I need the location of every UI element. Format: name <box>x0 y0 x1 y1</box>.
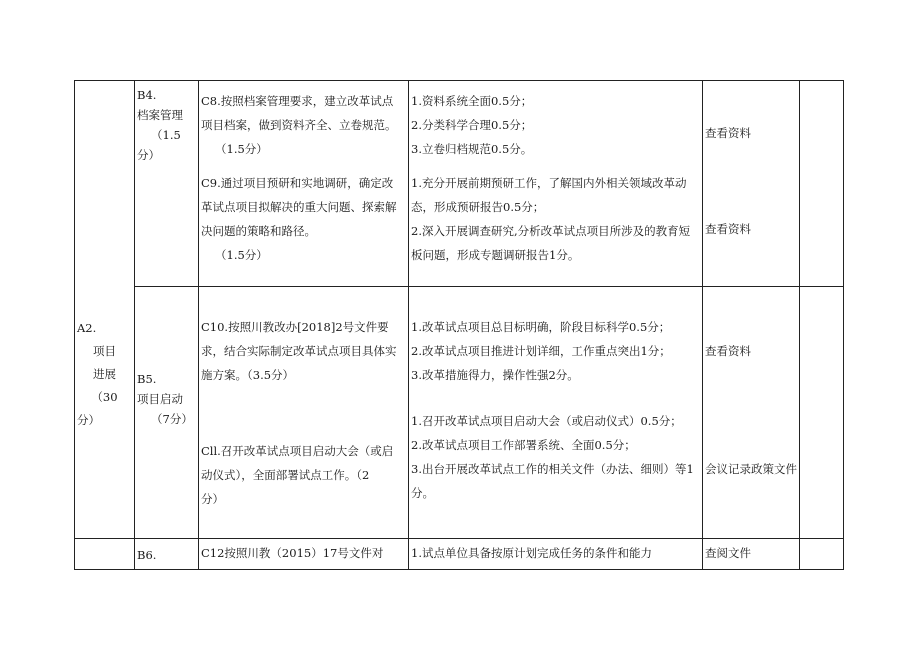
b5-score: （7分） <box>151 412 193 426</box>
b6-score-blank-cell <box>800 539 844 570</box>
c10-method: 查看资料 <box>705 344 751 358</box>
a-blank-cell <box>75 539 135 570</box>
table-row <box>75 287 844 539</box>
c10-c11-scoring-cell <box>409 287 703 539</box>
c9-line2: 革试点项目拟解决的重大问题、探索解 <box>201 200 397 214</box>
c11-method: 会议记录政策文件 <box>705 462 797 476</box>
c9-line4: （1.5分） <box>215 248 268 262</box>
table-row <box>75 539 844 570</box>
c10-line3: 施方案。（3.5分） <box>201 368 295 382</box>
b5-name: 项目启动 <box>137 392 183 406</box>
c12-d1: 1.试点单位具备按原计划完成任务的条件和能力 <box>411 546 652 560</box>
a2-score-line1: （30 <box>91 390 118 404</box>
c9-method: 查看资料 <box>705 222 751 236</box>
c10-d2: 2.改革试点项目推进计划详细，工作重点突出1分； <box>411 344 671 358</box>
c11-d1: 1.召开改革试点项目启动大会（或启动仪式）0.5分； <box>411 414 682 428</box>
c8-d3: 3.立卷归档规范0.5分。 <box>411 142 533 156</box>
c8-c9-method-cell <box>703 81 800 287</box>
b6-cell <box>135 539 199 570</box>
b6-code: B6. <box>137 548 157 562</box>
c11-line1: Cll.召开改革试点项目启动大会（或启 <box>201 444 394 458</box>
c11-d3b: 分。 <box>411 486 434 500</box>
b4-code: B4. <box>137 88 157 102</box>
c9-line3: 决问题的策略和路径。 <box>201 224 316 238</box>
c10-d1: 1.改革试点项目总目标明确，阶段目标科学0.5分； <box>411 320 671 334</box>
c8-c9-cell <box>199 81 409 287</box>
a2-score-line2: 分） <box>77 413 100 427</box>
c8-d1: 1.资料系统全面0.5分； <box>411 94 533 108</box>
a2-name-line1: 项目 <box>93 344 116 358</box>
b4-cell <box>135 81 199 287</box>
b5-score-blank-cell <box>800 287 844 539</box>
c10-line1: C10.按照川教改办[2018]2号文件要 <box>201 320 389 334</box>
a2-cell <box>75 81 135 539</box>
c8-d2: 2.分类科学合理0.5分； <box>411 118 533 132</box>
table-row <box>75 81 844 287</box>
b4-score-line1: （1.5 <box>151 128 181 142</box>
c9-d2b: 板问题，形成专题调研报告1分。 <box>411 248 580 262</box>
c12-line1: C12按照川教（2015）17号文件对 <box>201 546 384 560</box>
c8-line3: （1.5分） <box>215 142 268 156</box>
c12-method: 查阅文件 <box>705 546 751 560</box>
c10-d3: 3.改革措施得力，操作性强2分。 <box>411 368 579 382</box>
b5-code: B5. <box>137 372 157 386</box>
c11-line3: 分） <box>201 492 224 506</box>
c10-line2: 求，结合实际制定改革试点项目具体实 <box>201 344 397 358</box>
c11-d2: 2.改革试点项目工作部署系统、全面0.5分； <box>411 438 636 452</box>
c8-line2: 项目档案，做到资料齐全、立卷规范。 <box>201 118 397 132</box>
c9-d1b: 态，形成预研报告0.5分； <box>411 200 545 214</box>
c12-cell <box>199 539 409 570</box>
c12-method-cell <box>703 539 800 570</box>
a2-name-line2: 进展 <box>93 367 116 381</box>
b4-score-blank-cell <box>800 81 844 287</box>
b4-score-line2: 分） <box>137 148 160 162</box>
b4-name: 档案管理 <box>137 108 183 122</box>
c11-d3a: 3.出台开展改革试点工作的相关文件（办法、细则）等1 <box>411 462 694 476</box>
c10-c11-cell <box>199 287 409 539</box>
b5-cell <box>135 287 199 539</box>
c8-method: 查看资料 <box>705 126 751 140</box>
c9-d1a: 1.充分开展前期预研工作，了解国内外相关领域改革动 <box>411 176 687 190</box>
a2-code: A2. <box>77 321 97 335</box>
c10-c11-method-cell <box>703 287 800 539</box>
c12-scoring-cell <box>409 539 703 570</box>
evaluation-table <box>74 80 844 570</box>
c9-d2a: 2.深入开展调查研究,分析改革试点项目所涉及的教育短 <box>411 224 691 238</box>
c9-line1: C9.通过项目预研和实地调研，确定改 <box>201 176 394 190</box>
c8-c9-scoring-cell <box>409 81 703 287</box>
c11-line2: 动仪式），全面部署试点工作。（2 <box>201 468 370 482</box>
c8-line1: C8.按照档案管理要求，建立改革试点 <box>201 94 394 108</box>
